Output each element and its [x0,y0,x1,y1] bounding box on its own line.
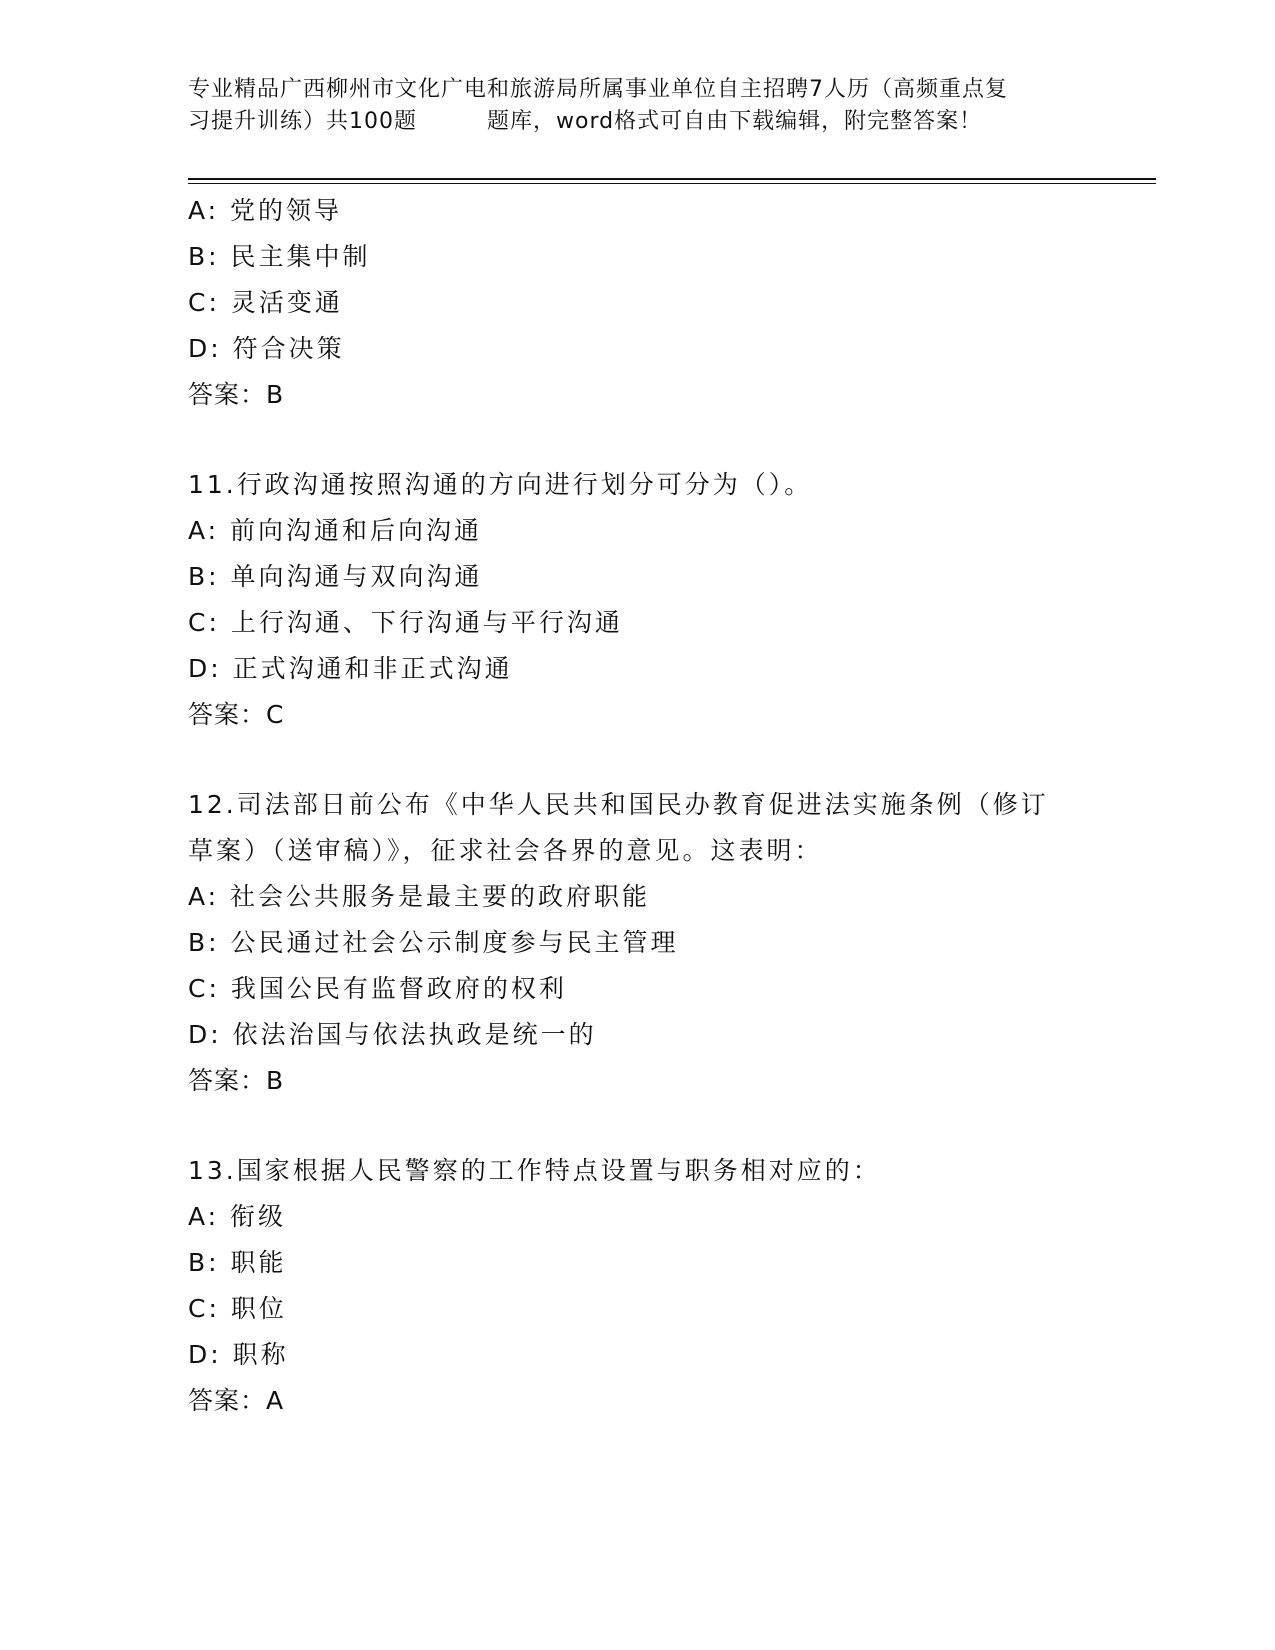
answer-line: 答案：C [188,700,285,729]
answer-line: 答案：A [188,1386,285,1415]
header-line-2-right: 题库，word格式可自由下载编辑，附完整答案！ [487,109,983,134]
header-rule-thin [188,183,1156,184]
option-d: D: 依法治国与依法执政是统一的 [188,1020,597,1049]
option-b: B: 民主集中制 [188,242,371,271]
option-a: A: 党的领导 [188,196,343,225]
option-c: C: 灵活变通 [188,288,343,317]
option-b: B: 职能 [188,1248,287,1277]
question-stem: 12.司法部日前公布《中华人民共和国民办教育促进法实施条例（修订 [188,790,1049,819]
header-rule-thick [188,178,1156,180]
option-a: A: 衔级 [188,1202,287,1231]
question-stem-continued: 草案）（送审稿）》，征求社会各界的意见。这表明： [188,836,823,865]
question-stem: 11.行政沟通按照沟通的方向进行划分可分为（）。 [188,470,813,499]
option-c: C: 职位 [188,1294,287,1323]
header-line-2-left: 习提升训练）共100题 [188,109,417,134]
option-b: B: 单向沟通与双向沟通 [188,562,483,591]
question-block [188,1148,1088,1424]
option-a: A: 前向沟通和后向沟通 [188,516,483,545]
option-d: D: 符合决策 [188,334,345,363]
answer-line: 答案：B [188,380,285,409]
option-c: C: 上行沟通、下行沟通与平行沟通 [188,608,623,637]
option-c: C: 我国公民有监督政府的权利 [188,974,567,1003]
answer-line: 答案：B [188,1066,285,1095]
question-list [188,188,1088,1424]
question-block [188,782,1088,1104]
header-line-1: 专业精品广西柳州市文化广电和旅游局所属事业单位自主招聘7人历（高频重点复 [188,77,1008,102]
option-d: D: 职称 [188,1340,289,1369]
option-a: A: 社会公共服务是最主要的政府职能 [188,882,651,911]
option-b: B: 公民通过社会公示制度参与民主管理 [188,928,679,957]
question-stem: 13.国家根据人民警察的工作特点设置与职务相对应的： [188,1156,881,1185]
document-header [188,74,1088,138]
option-d: D: 正式沟通和非正式沟通 [188,654,513,683]
header-line-2 [188,106,1088,138]
question-block [188,462,1088,738]
question-block [188,188,1088,418]
